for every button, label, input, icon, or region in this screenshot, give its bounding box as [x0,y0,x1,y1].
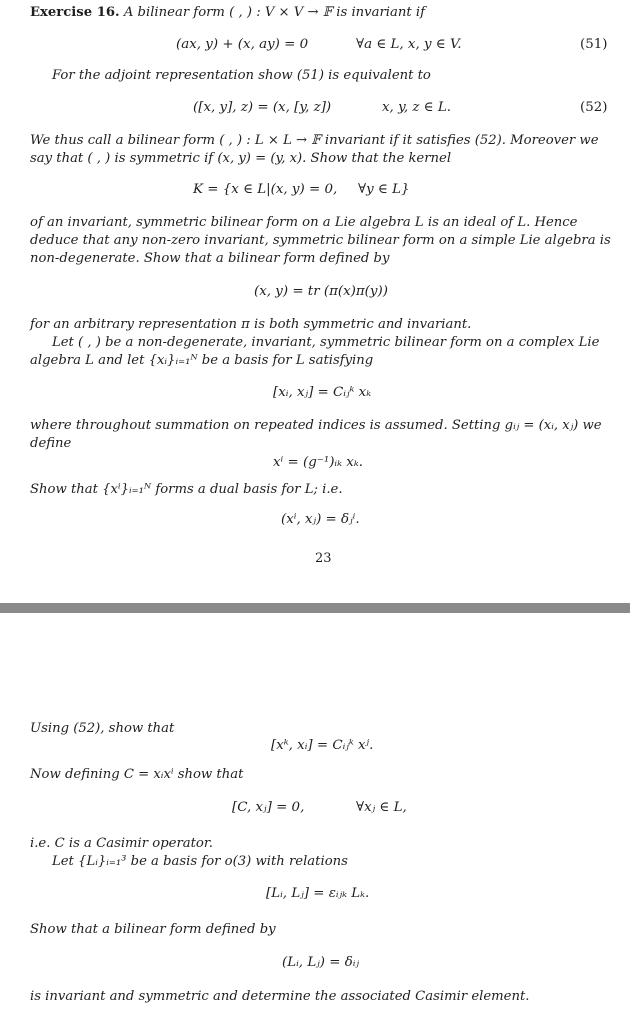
bilinear-form-line: Show that a bilinear form defined by [30,922,276,937]
equation-51-number: (51) [580,37,608,52]
equation-form-delta: (Lᵢ, Lⱼ) = δᵢⱼ [282,955,360,970]
equation-kernel: K = {x ∈ L|(x, y) = 0, [193,182,338,197]
exercise-heading [30,4,425,23]
equation-51: (ax, y) + (x, ay) = 0 [176,37,309,52]
paragraph-ideal-line-2: deduce that any non-zero invariant, symmetric bilinear form on a simple Lie algebra is [30,233,611,248]
equation-kronecker-delta: (xⁱ, xⱼ) = δⱼⁱ. [281,512,360,527]
equation-casimir-commutes: [C, xⱼ] = 0, [232,800,305,815]
equation-51-condition: ∀a ∈ L, x, y ∈ V. [356,37,462,52]
paragraph-where-line-2: define [30,436,72,451]
paragraph-invariant-line-1: We thus call a bilinear form ( , ) : L × L → 𝔽 invariant if it satisfies (52). Moreover we [30,133,599,148]
arbitrary-representation-line: for an arbitrary representation π is both symmetric and invariant. [30,317,472,332]
equation-dual-definition: xⁱ = (g⁻¹)ᵢₖ xₖ. [273,455,363,470]
paragraph-where-line-1: where throughout summation on repeated indices is assumed. Setting gᵢⱼ = (xᵢ, xⱼ) we [30,418,602,433]
adjoint-line: For the adjoint representation show (51) is equivalent to [52,68,431,83]
equation-o3-relations: [Lᵢ, Lⱼ] = εᵢⱼₖ Lₖ. [266,886,370,901]
equation-52: ([x, y], z) = (x, [y, z]) [193,100,332,115]
paragraph-ideal-line-1: of an invariant, symmetric bilinear form on a Lie algebra L is an ideal of L. Hence [30,215,578,230]
page-number: 23 [315,551,332,566]
exercise-intro: A bilinear form ( , ) : V × V → 𝔽 is invariant if [123,5,425,20]
dual-basis-line: Show that {xⁱ}ᵢ₌₁ᴺ forms a dual basis for L; i.e. [30,482,343,497]
exercise-label: Exercise 16. [30,5,120,20]
page-separator [0,603,630,613]
casimir-operator-line: i.e. C is a Casimir operator. [30,836,213,851]
paragraph-invariant-line-2: say that ( , ) is symmetric if (x, y) = (y, x). Show that the kernel [30,151,452,166]
paragraph-let-line-1: Let ( , ) be a non-degenerate, invariant, symmetric bilinear form on a complex Lie [52,335,600,350]
equation-52-number: (52) [580,100,608,115]
defining-casimir-line: Now defining C = xᵢxⁱ show that [30,767,244,782]
o3-basis-line: Let {Lᵢ}ᵢ₌₁³ be a basis for o(3) with relations [52,854,348,869]
equation-structure-constants: [xᵢ, xⱼ] = Cᵢⱼᵏ xₖ [273,385,372,400]
equation-casimir-condition: ∀xⱼ ∈ L, [356,800,407,815]
paragraph-let-line-2: algebra L and let {xᵢ}ᵢ₌₁ᴺ be a basis for L satisfying [30,353,374,368]
final-question-line: is invariant and symmetric and determine the associated Casimir element. [30,989,530,1004]
paragraph-ideal-line-3: non-degenerate. Show that a bilinear form defined by [30,251,390,266]
equation-52-condition: x, y, z ∈ L. [382,100,451,115]
equation-trace: (x, y) = tr (π(x)π(y)) [254,284,388,299]
equation-kernel-condition: ∀y ∈ L} [358,182,410,197]
using-52-line: Using (52), show that [30,721,175,736]
equation-commutator-dual: [xᵏ, xᵢ] = Cᵢⱼᵏ xʲ. [271,738,374,753]
